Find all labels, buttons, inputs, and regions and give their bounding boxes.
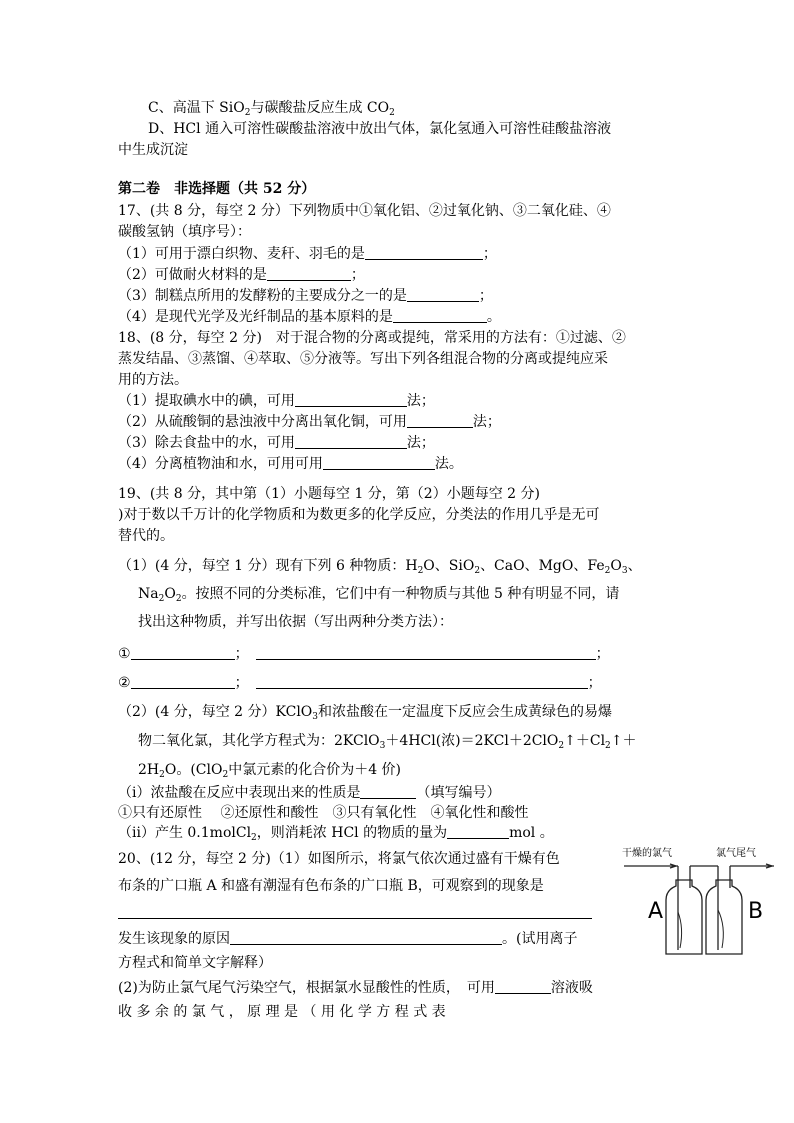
q19-row-1: ① ； ； (118, 646, 610, 662)
q20-part2-line1: (2)为防止氯气尾气污染空气，根据氯水显酸性的性质， 可用 溶液吸 (118, 980, 593, 996)
q19-row-2: ② ； ； (118, 675, 602, 691)
q18-stem-1: 18、(8 分，每空 2 分) 对于混合物的分离或提纯，常采用的方法有：①过滤、② (118, 330, 626, 346)
bottle-a-label: A (648, 899, 664, 924)
answer-blank[interactable] (393, 308, 487, 323)
answer-blank[interactable] (365, 245, 483, 260)
answer-blank[interactable] (407, 287, 479, 302)
q19-sub-1: （i）浓盐酸在反应中表现出来的性质是 （填写编号） (118, 785, 501, 801)
q20-part2-line2: 收 多 余 的 氯 气 ， 原 理 是 （ 用 化 学 方 程 式 表 (118, 1004, 446, 1020)
q20-stem-1: 20、(12 分，每空 2 分)（1）如图所示，将氯气依次通过盛有干燥有色 (118, 851, 560, 867)
answer-blank[interactable] (256, 674, 588, 689)
answer-blank[interactable] (267, 266, 351, 281)
q19-options: ①只有还原性 ②还原性和酸性 ③只有氧化性 ④氧化性和酸性 (118, 805, 529, 821)
bottle-b-label: B (748, 899, 764, 924)
q19-sub-2: （ii）产生 0.1molCl$_2$，则消耗浓 HCl 的物质的量为 mol 。 (118, 825, 554, 843)
cloth-strip-b (718, 910, 723, 948)
option-d-line2: 中生成沉淀 (118, 142, 188, 158)
q19-part2-line1: （2）(4 分，每空 2 分）KClO$_3$和浓盐酸在一定温度下反应会生成黄绿色的易爆 (118, 704, 613, 722)
answer-blank[interactable] (131, 674, 235, 689)
option-d-line1: D、HCl 通入可溶性碳酸盐溶液中放出气体，氯化氢通入可溶性硅酸盐溶液 (148, 121, 612, 137)
q19-part1-line3: 找出这种物质，并写出依据（写出两种分类方法）： (138, 614, 453, 630)
label-dry-chlorine: 干燥的氯气 (622, 848, 672, 859)
q19-part1-line1: （1）(4 分，每空 1 分）现有下列 6 种物质：$H_2O$、SiO$_2$、CaO、MgO、$Fe_2O_3$、 (118, 558, 642, 576)
section-title: 第二卷 非选择题（共 52 分） (118, 181, 316, 197)
answer-blank[interactable] (131, 645, 235, 660)
q17-item-1: （1）可用于漂白织物、麦秆、羽毛的是 ； (118, 246, 497, 262)
bottle-a-shape (666, 880, 702, 954)
q18-item-4: （4）分离植物油和水，可用可用 法。 (118, 456, 463, 472)
answer-blank[interactable] (407, 413, 473, 428)
q19-part1-line2: $Na_2O_2$。按照不同的分类标准，它们中有一种物质与其他 5 种有明显不同，请 (138, 586, 620, 604)
q19-part2-line3: $2H_2O$。(ClO$_2$中氯元素的化合价为＋4 价) (138, 762, 402, 780)
bottle-b-shape (706, 880, 742, 954)
q17-item-4: （4）是现代光学及光纤制品的基本原料的是 。 (118, 309, 501, 325)
q18-item-2: （2）从硫酸铜的悬浊液中分离出氧化铜，可用 法； (118, 414, 501, 430)
answer-blank[interactable] (230, 930, 502, 945)
q20-reason: 发生该现象的原因 。(试用离子 (118, 931, 578, 947)
q19-stem-1: 19、(共 8 分，其中第（1）小题每空 1 分，第（2）小题每空 2 分) (118, 486, 540, 502)
q18-stem-3: 用的方法。 (118, 372, 188, 388)
q19-stem-2: )对于数以千万计的化学物质和为数更多的化学反应，分类法的作用几乎是无可 (118, 507, 600, 523)
answer-blank[interactable] (295, 434, 407, 449)
q19-part2-line2: 物二氧化氯，其化学方程式为：2KClO$_3$＋4HCl(浓)$=2KCl+2ClO_2↑+Cl_2↑+$ (138, 733, 637, 751)
q18-item-1: （1）提取碘水中的碘，可用 法； (118, 393, 435, 409)
option-c: C、高温下 SiO$_2$与碳酸盐反应生成 $CO_2$ (148, 100, 395, 118)
answer-blank[interactable] (495, 979, 551, 994)
answer-blank[interactable] (256, 645, 596, 660)
answer-blank[interactable] (447, 824, 509, 839)
q19-stem-3: 替代的。 (118, 528, 174, 544)
q17-stem-1: 17、(共 8 分，每空 2 分）下列物质中①氧化铝、②过氧化钠、③二氧化硅、④ (118, 203, 611, 219)
q18-stem-2: 蒸发结晶、③蒸馏、④萃取、⑤分液等。写出下列各组混合物的分离或提纯应采 (118, 351, 608, 367)
q17-item-3: （3）制糕点所用的发酵粉的主要成分之一的是 ； (118, 288, 493, 304)
answer-blank[interactable] (360, 784, 416, 799)
q17-item-2: （2）可做耐火材料的是 ； (118, 267, 365, 283)
q20-answer-line (118, 903, 592, 923)
q17-stem-2: 碳酸氢钠（填序号）： (118, 224, 251, 240)
gas-bottle-figure (618, 844, 778, 964)
q20-note: 方程式和简单文字解释） (118, 955, 272, 971)
q18-item-3: （3）除去食盐中的水，可用 法； (118, 435, 435, 451)
label-tail-gas: 氯气尾气 (716, 848, 756, 859)
answer-blank[interactable] (295, 392, 407, 407)
answer-blank[interactable] (118, 904, 592, 919)
answer-blank[interactable] (323, 455, 435, 470)
q20-stem-2: 布条的广口瓶 A 和盛有潮湿有色布条的广口瓶 B，可观察到的现象是 (118, 878, 544, 894)
